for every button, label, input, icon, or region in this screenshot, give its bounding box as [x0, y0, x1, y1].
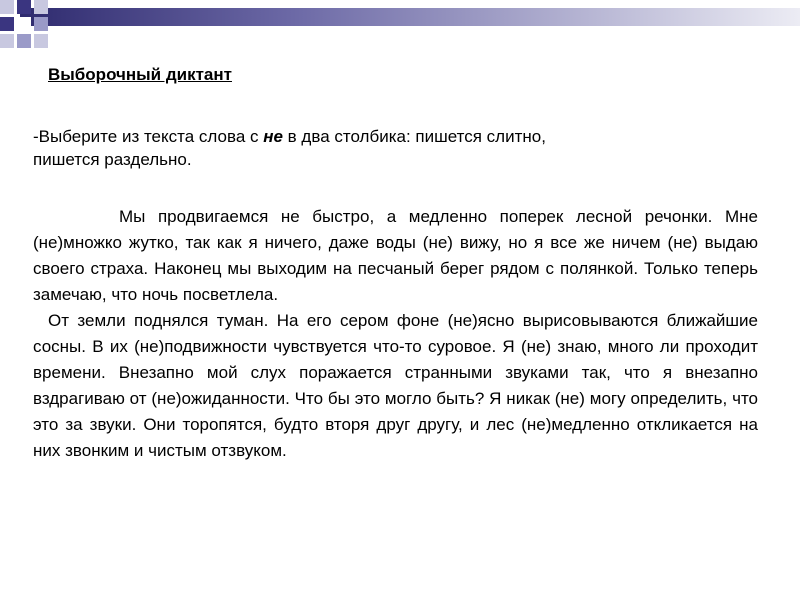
deco-square — [17, 17, 31, 31]
deco-square — [0, 34, 14, 48]
dictation-text — [33, 204, 758, 464]
header-gradient-band — [20, 8, 800, 26]
paragraph-2: От земли поднялся туман. На его сером фоне (не)ясно вырисовываются ближайшие сосны. В их (не)подвижности чувствуется что-то суровое. Я (не) знаю, много ли проходит времени. Внезапно мой слух поражается странными звуками так, что я внезапно вздрагиваю от (не)ожиданности. Что бы это могло быть? Я никак (не) могу определить, что это за звуки. Они торопятся, будто вторя друг другу, и лес (не)медленно откликается на них звонким и чистым отзвуком. — [33, 311, 758, 460]
instruction-line-2: пишется раздельно. — [33, 150, 192, 169]
header-decoration — [0, 0, 800, 60]
deco-square — [34, 17, 48, 31]
deco-square — [17, 0, 31, 14]
deco-square — [17, 34, 31, 48]
deco-square — [34, 34, 48, 48]
deco-square — [0, 0, 14, 14]
deco-square — [0, 17, 14, 31]
instruction-emphasis: не — [263, 127, 283, 146]
paragraph-1: Мы продвигаемся не быстро, а медленно поперек лесной речонки. Мне (не)множко жутко, так как я ничего, даже воды (не) вижу, но я все же ничем (не) выдаю своего страха. Наконец мы выходим на песчаный берег рядом с полянкой. Только теперь замечаю, что ночь посветлела. — [33, 207, 758, 304]
slide-title: Выборочный диктант — [48, 65, 232, 84]
instruction-text — [33, 125, 773, 171]
instruction-part-before: -Выберите из текста слова с — [33, 127, 264, 146]
deco-square — [34, 0, 48, 14]
instruction-part-after: в два столбика: пишется слитно, — [282, 127, 546, 146]
